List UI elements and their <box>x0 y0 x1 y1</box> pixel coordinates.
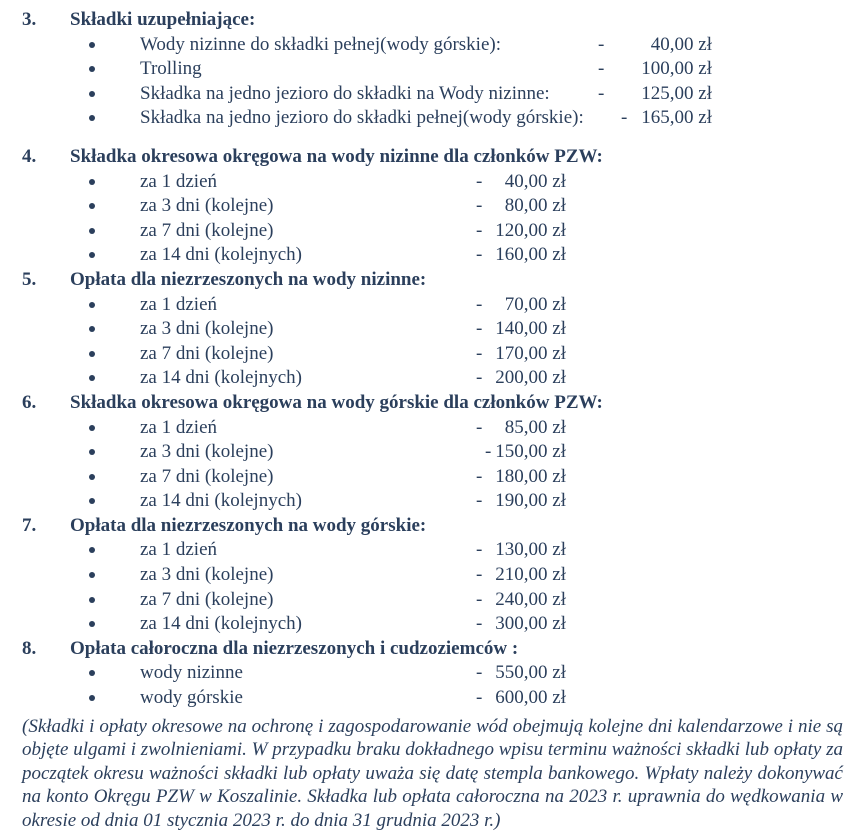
price-dash: - <box>598 58 605 80</box>
list-item <box>0 106 867 131</box>
list-item <box>0 342 867 367</box>
section-number: 3. <box>22 9 37 30</box>
section-header <box>0 391 867 416</box>
price-amount: 140,00 zł <box>495 318 566 340</box>
list-item <box>0 219 867 244</box>
price-dash: - <box>476 170 483 192</box>
price-amount: 300,00 zł <box>495 613 566 635</box>
item-price <box>598 57 712 82</box>
list-item <box>0 194 867 219</box>
list-item <box>0 612 867 637</box>
bullet-icon <box>89 91 95 97</box>
list-item <box>0 563 867 588</box>
item-price <box>476 563 566 588</box>
section <box>0 145 867 268</box>
item-label: Składka na jedno jezioro do składki na Wody nizinne: <box>140 82 550 104</box>
price-dash: - <box>476 613 483 635</box>
list-item <box>0 416 867 441</box>
section <box>0 637 867 711</box>
item-label: za 14 dni (kolejnych) <box>140 244 302 266</box>
section-number: 4. <box>22 145 37 167</box>
item-label: za 1 dzień <box>140 416 218 438</box>
item-price <box>476 219 566 244</box>
price-amount: 240,00 zł <box>495 588 566 610</box>
item-label: za 3 dni (kolejne) <box>140 195 274 217</box>
price-dash: - <box>598 33 605 55</box>
section <box>0 268 867 391</box>
item-label: za 7 dni (kolejne) <box>140 219 274 241</box>
section-title: Składka okresowa okręgowa na wody nizinne dla członków PZW: <box>70 145 603 167</box>
price-dash: - <box>476 416 483 438</box>
price-amount: 550,00 zł <box>495 662 566 684</box>
section-title: Opłata dla niezrzeszonych na wody górskie: <box>70 514 427 536</box>
bullet-icon <box>89 302 95 308</box>
item-price <box>476 538 566 563</box>
item-price <box>476 243 566 268</box>
section-title: Składki uzupełniające: <box>70 9 256 30</box>
price-dash: - <box>476 219 483 241</box>
price-dash: - <box>476 564 483 586</box>
item-price <box>476 366 566 391</box>
price-dash: - <box>476 342 483 364</box>
price-amount: 70,00 zł <box>504 293 566 315</box>
price-amount: 100,00 zł <box>641 58 712 80</box>
bullet-icon <box>89 621 95 627</box>
bullet-icon <box>89 252 95 258</box>
list-item <box>0 317 867 342</box>
item-label: za 1 dzień <box>140 293 218 315</box>
price-dash: - <box>476 539 483 561</box>
item-price <box>476 416 566 441</box>
section-title: Składka okresowa okręgowa na wody górskie dla członków PZW: <box>70 391 603 413</box>
bullet-icon <box>89 66 95 72</box>
price-dash: - <box>476 687 483 709</box>
section-number: 7. <box>22 514 37 536</box>
bullet-icon <box>89 375 95 381</box>
price-amount: 40,00 zł <box>504 170 566 192</box>
item-price <box>476 686 566 711</box>
list-item <box>0 489 867 514</box>
price-dash: - <box>621 107 628 129</box>
item-price <box>476 194 566 219</box>
price-amount: 80,00 zł <box>504 195 566 217</box>
item-price <box>476 489 566 514</box>
price-amount: 130,00 zł <box>495 539 566 561</box>
price-dash: - <box>476 588 483 610</box>
section-header <box>0 268 867 293</box>
section-header <box>0 145 867 170</box>
section-title: Opłata całoroczna dla niezrzeszonych i cudzoziemców : <box>70 637 519 659</box>
bullet-icon <box>89 695 95 701</box>
bullet-icon <box>89 474 95 480</box>
price-dash: - <box>476 195 483 217</box>
list-item <box>0 243 867 268</box>
item-label: za 14 dni (kolejnych) <box>140 613 302 635</box>
list-item <box>0 170 867 195</box>
item-label: za 7 dni (kolejne) <box>140 465 274 487</box>
list-item <box>0 661 867 686</box>
bullet-icon <box>89 597 95 603</box>
item-price <box>476 588 566 613</box>
price-amount: 180,00 zł <box>495 465 566 487</box>
price-dash: - <box>476 318 483 340</box>
section-number: 6. <box>22 391 37 413</box>
section-title: Opłata dla niezrzeszonych na wody nizinne: <box>70 268 427 290</box>
bullet-icon <box>89 449 95 455</box>
bullet-icon <box>89 351 95 357</box>
price-amount: 160,00 zł <box>495 244 566 266</box>
price-dash: - <box>476 293 483 315</box>
list-item <box>0 293 867 318</box>
price-amount: 170,00 zł <box>495 342 566 364</box>
list-item <box>0 440 867 465</box>
item-price <box>476 293 566 318</box>
section-number: 8. <box>22 637 37 659</box>
item-label: Składka na jedno jezioro do składki pełnej(wody górskie): <box>140 107 584 129</box>
bullet-icon <box>89 203 95 209</box>
item-label: wody nizinne <box>140 662 243 684</box>
bullet-icon <box>89 42 95 48</box>
list-item <box>0 538 867 563</box>
item-label: za 7 dni (kolejne) <box>140 342 274 364</box>
item-price <box>476 465 566 490</box>
price-amount: 600,00 zł <box>495 687 566 709</box>
bullet-icon <box>89 547 95 553</box>
section <box>0 514 867 637</box>
price-amount: 190,00 zł <box>495 490 566 512</box>
price-dash: - <box>476 244 483 266</box>
item-label: za 1 dzień <box>140 539 218 561</box>
list-item <box>0 57 867 82</box>
price-dash: - <box>476 662 483 684</box>
list-item <box>0 33 867 58</box>
item-price <box>621 106 712 131</box>
item-price <box>598 33 712 58</box>
price-amount: 85,00 zł <box>504 416 566 438</box>
item-label: Wody nizinne do składki pełnej(wody górskie): <box>140 33 501 55</box>
item-label: za 7 dni (kolejne) <box>140 588 274 610</box>
list-item <box>0 465 867 490</box>
price-amount: 120,00 zł <box>495 219 566 241</box>
item-label: za 14 dni (kolejnych) <box>140 367 302 389</box>
bullet-icon <box>89 179 95 185</box>
bullet-icon <box>89 326 95 332</box>
bullet-icon <box>89 228 95 234</box>
price-dash: - <box>476 367 483 389</box>
fee-sections <box>0 8 867 711</box>
bullet-icon <box>89 425 95 431</box>
price-amount: 150,00 zł <box>495 441 566 463</box>
price-amount: 40,00 zł <box>650 33 712 55</box>
item-price <box>598 82 712 107</box>
item-price <box>476 661 566 686</box>
item-price <box>476 317 566 342</box>
item-price <box>476 170 566 195</box>
bullet-icon <box>89 498 95 504</box>
section-header <box>0 637 867 662</box>
list-item <box>0 82 867 107</box>
price-amount: 125,00 zł <box>641 82 712 104</box>
list-item <box>0 686 867 711</box>
item-label: za 14 dni (kolejnych) <box>140 490 302 512</box>
section-number: 5. <box>22 268 37 290</box>
item-label: wody górskie <box>140 687 243 709</box>
price-dash: - <box>476 465 483 487</box>
price-dash: - <box>476 490 483 512</box>
item-price <box>476 342 566 367</box>
item-label: za 3 dni (kolejne) <box>140 441 274 463</box>
section <box>0 391 867 514</box>
price-dash: - <box>485 441 492 463</box>
bullet-icon <box>89 572 95 578</box>
item-label: za 3 dni (kolejne) <box>140 318 274 340</box>
price-dash: - <box>598 82 605 104</box>
section-header <box>0 514 867 539</box>
price-amount: 210,00 zł <box>495 564 566 586</box>
item-label: za 1 dzień <box>140 170 218 192</box>
list-item <box>0 366 867 391</box>
item-label: za 3 dni (kolejne) <box>140 564 274 586</box>
bullet-icon <box>89 670 95 676</box>
item-price <box>485 440 566 465</box>
list-item <box>0 588 867 613</box>
footer-note: (Składki i opłaty okresowe na ochronę i zagospodarowanie wód obejmują kolejne dni kalendarzowe i nie są objęte ulgami i zwolnieniami. W przypadku braku dokładnego wpisu terminu ważności składki lub opłaty za początek okresu ważności składki lub opłaty uważa się datę stempla bankowego. Wpłaty należy dokonywać na konto Okręgu PZW w Koszalinie. Składka lub opłata całoroczna na 2023 r. uprawnia do wędkowania w okresie od dnia 01 stycznia 2023 r. do dnia 31 grudnia 2023 r.) <box>22 715 843 831</box>
price-amount: 165,00 zł <box>641 107 712 129</box>
section-header <box>0 8 867 33</box>
section <box>0 8 867 131</box>
bullet-icon <box>89 115 95 121</box>
item-label: Trolling <box>140 58 202 80</box>
item-price <box>476 612 566 637</box>
price-amount: 200,00 zł <box>495 367 566 389</box>
